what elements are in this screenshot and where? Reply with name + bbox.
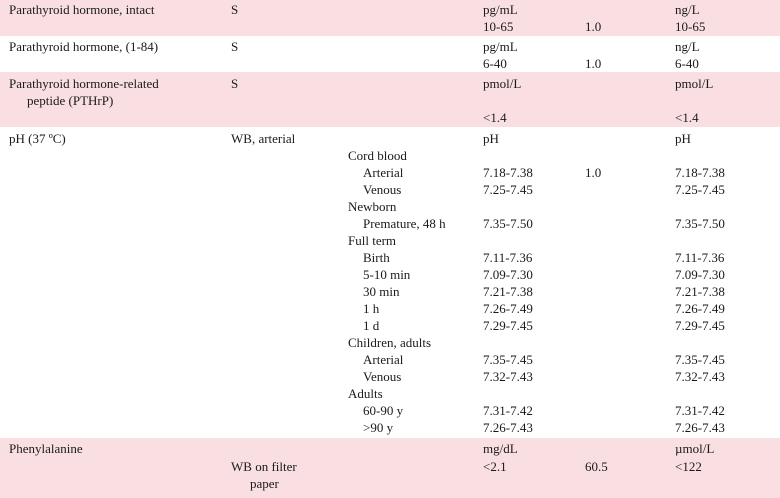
specimen: S (231, 2, 239, 17)
si-range: <1.4 (675, 110, 699, 125)
si-unit: ng/L (675, 2, 700, 17)
conventional-range: 10-65 (483, 19, 514, 34)
si-unit: pH (675, 131, 691, 146)
condition-label: Birth (363, 250, 390, 265)
test-name-continued: peptide (PTHrP) (27, 93, 114, 108)
table-row (0, 438, 780, 498)
conventional-unit: pH (483, 131, 499, 146)
test-name: Parathyroid hormone-related (9, 76, 159, 91)
si-range: 7.11-7.36 (675, 250, 725, 265)
test-name: Phenylalanine (9, 441, 83, 456)
conventional-range: <2.1 (483, 459, 507, 474)
specimen: S (231, 39, 239, 54)
table-row (0, 72, 780, 127)
condition-label: 1 d (363, 318, 380, 333)
conventional-range: 7.35-7.50 (483, 216, 533, 231)
table-row (0, 36, 780, 72)
si-range: 7.35-7.50 (675, 216, 725, 231)
si-range: 7.35-7.45 (675, 352, 725, 367)
test-name: Parathyroid hormone, (1-84) (9, 39, 159, 54)
condition-label: >90 y (363, 420, 394, 435)
conversion-factor: 1.0 (585, 56, 602, 71)
conventional-range: 7.18-7.38 (483, 165, 533, 180)
conventional-range: 7.31-7.42 (483, 403, 533, 418)
conventional-range: 7.25-7.45 (483, 182, 533, 197)
conventional-unit: pmol/L (483, 76, 522, 91)
condition-group: Cord blood (348, 148, 407, 163)
conversion-factor: 60.5 (585, 459, 608, 474)
si-range: 7.32-7.43 (675, 369, 725, 384)
condition-label: Arterial (363, 165, 404, 180)
si-range: 7.21-7.38 (675, 284, 725, 299)
si-unit: pmol/L (675, 76, 714, 91)
conventional-range: <1.4 (483, 110, 507, 125)
si-range: 7.29-7.45 (675, 318, 725, 333)
table-row (0, 127, 780, 438)
condition-group: Newborn (348, 199, 397, 214)
si-range: 6-40 (675, 56, 699, 71)
si-unit: ng/L (675, 39, 700, 54)
condition-label: Venous (363, 369, 402, 384)
si-range: 7.31-7.42 (675, 403, 725, 418)
conventional-range: 7.09-7.30 (483, 267, 533, 282)
si-range: 10-65 (675, 19, 706, 34)
conventional-range: 7.21-7.38 (483, 284, 533, 299)
si-range: 7.18-7.38 (675, 165, 725, 180)
conventional-range: 7.29-7.45 (483, 318, 533, 333)
conventional-range: 7.11-7.36 (483, 250, 533, 265)
specimen: S (231, 76, 239, 91)
condition-group: Full term (348, 233, 397, 248)
condition-label: 1 h (363, 301, 380, 316)
si-range: 7.25-7.45 (675, 182, 725, 197)
conventional-range: 7.32-7.43 (483, 369, 533, 384)
conversion-factor: 1.0 (585, 19, 602, 34)
conventional-unit: mg/dL (483, 441, 518, 456)
si-range: 7.09-7.30 (675, 267, 725, 282)
condition-label: Venous (363, 182, 402, 197)
specimen: WB, arterial (231, 131, 296, 146)
si-range: 7.26-7.43 (675, 420, 725, 435)
si-unit: µmol/L (675, 441, 715, 456)
condition-group: Adults (348, 386, 383, 401)
conventional-range: 7.35-7.45 (483, 352, 533, 367)
table-row (0, 0, 780, 36)
condition-label: 30 min (363, 284, 400, 299)
conversion-factor: 1.0 (585, 165, 602, 180)
conventional-range: 7.26-7.43 (483, 420, 533, 435)
conventional-unit: pg/mL (483, 39, 518, 54)
conventional-unit: pg/mL (483, 2, 518, 17)
conventional-range: 6-40 (483, 56, 507, 71)
condition-label: Premature, 48 h (363, 216, 446, 231)
test-name: pH (37 ºC) (9, 131, 66, 146)
conventional-range: 7.26-7.49 (483, 301, 533, 316)
condition-label: 5-10 min (363, 267, 411, 282)
specimen: WB on filter (231, 459, 297, 474)
condition-label: Arterial (363, 352, 404, 367)
specimen-continued: paper (250, 476, 279, 491)
si-range: 7.26-7.49 (675, 301, 725, 316)
condition-label: 60-90 y (363, 403, 404, 418)
condition-group: Children, adults (348, 335, 432, 350)
test-name: Parathyroid hormone, intact (9, 2, 155, 17)
si-range: <122 (675, 459, 702, 474)
